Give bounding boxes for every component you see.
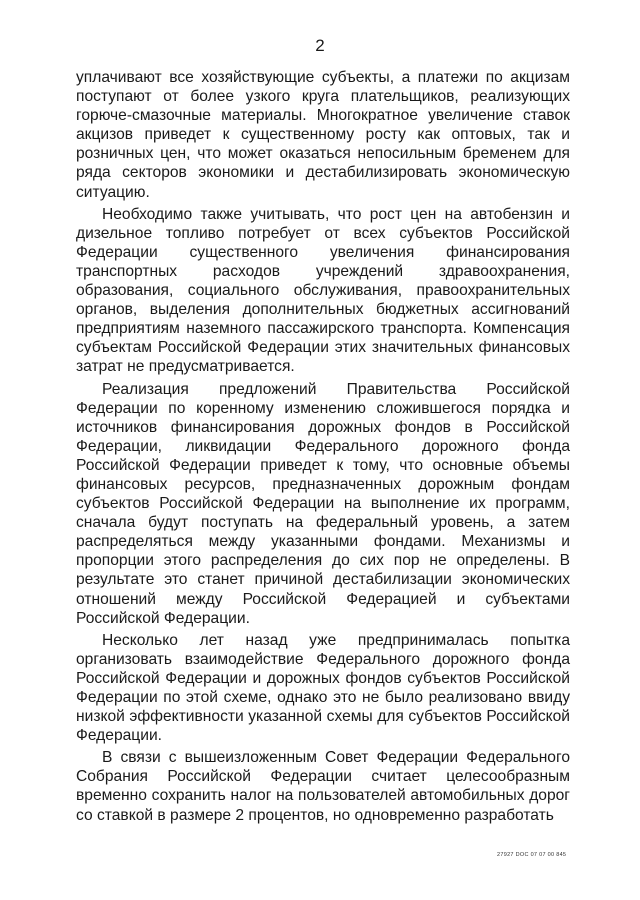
paragraph-government-proposals: Реализация предложений Правительства Российской Федерации по коренному изменению сложившегося порядка и источников финансирования дорожных фондов в Российской Федерации, ликвидации Федерального дорожного фонда Российской Федерации приведет к тому, что основные объемы финансовых ресурсов, предназначенных дорожным фондам субъектов Российской Федерации на выполнение их программ, сначала будут поступать на федеральный уровень, а затем распределяться между указанными фондами. Механизмы и пропорции этого распределения до сих пор не определены. В результате это станет причиной дестабилизации экономических отношений между Российской Федерацией и субъектами Российской Федерации. — [76, 380, 570, 627]
page-number: 2 — [315, 36, 325, 55]
paragraph-continuation: уплачивают все хозяйствующие субъекты, а платежи по акцизам поступают от более узкого круга плательщиков, реализующих горюче-смазочные материалы. Многократное увеличение ставок акцизов приведет к существенному росту как оптовых, так и розничных цен, что может оказаться непосильным бременем для ряда секторов экономики и дестабилизировать экономическую ситуацию. — [76, 69, 570, 201]
paragraph-fuel-price-impact: Необходимо также учитывать, что рост цен на автобензин и дизельное топливо потребует от всех субъектов Российской Федерации существенного увеличения финансирования транспортных расходов учреждений здравоохранения, образования, социального обслуживания, правоохранительных органов, выделения дополнительных бюджетных ассигнований предприятиям наземного пассажирского транспорта. Компенсация субъектам Российской Федерации этих значительных финансовых затрат не предусматривается. — [76, 205, 570, 376]
paragraph-previous-attempt: Несколько лет назад уже предпринималась попытка организовать взаимодействие Федерального дорожного фонда Российской Федерации и дорожных фондов субъектов Российской Федерации по этой схеме, однако это не было реализовано ввиду низкой эффективности указанной схемы для субъектов Российской Федерации. — [76, 631, 570, 745]
document-body — [76, 68, 570, 828]
paragraph-federation-council-position: В связи с вышеизложенным Совет Федерации Федерального Собрания Российской Федерации считает целесообразным временно сохранить налог на пользователей автомобильных дорог со ставкой в размере 2 процентов, но одновременно разработать — [76, 749, 570, 824]
document-footer-code: 27927 DOC 07 07 00 845 — [497, 852, 567, 858]
